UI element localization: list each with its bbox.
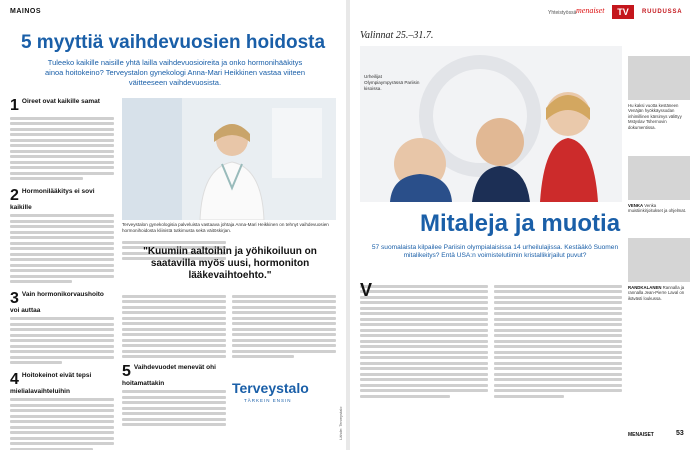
myth-column-1 <box>10 98 114 450</box>
article-column-1 <box>360 282 488 400</box>
left-page <box>0 0 346 450</box>
doctor-photo-caption: Terveystalon gynekologisia palveluista vastaava johtaja Anna-Mari Heikkinen on tehnyt vaihdevuosien hormonihoidosta kliinistä tutkimusta sekä väitöskirjan. <box>122 222 329 233</box>
sidebar-text-3: RANDKALANEN Rannalla ja rannalla Jean-Pierre Laval on ikävästi loukussa. <box>628 284 685 301</box>
athletes-illustration <box>360 46 622 202</box>
doctor-photo <box>122 98 336 220</box>
myth-heading-4: 4 Hoitokeinot eivät tepsi mielialavaihteluihin <box>10 371 92 395</box>
sidebar-thumb-2 <box>628 156 690 200</box>
athletes-photo <box>360 46 622 202</box>
doctor-illustration <box>122 98 336 220</box>
myth-heading-3: 3 Vain hormonikorvaushoito voi auttaa <box>10 290 104 314</box>
lead-paragraph: Tuleeko kaikille naisille yhtä lailla vaihdevuosioireita ja onko hormonihääkitys ainoa hoitokeino? Terveystalon gynekologi Anna-Mari Heikkinen vastaa viiteen väitteeseen vaihdevuosista. <box>44 58 306 88</box>
brand-cooperation-label: Yhteistyössä <box>548 10 577 16</box>
page-number: 53 <box>676 430 684 437</box>
sidebar-text-2: VENKA Venka muistiinkirjoitukset ja ohjelmat. <box>628 203 687 214</box>
body-column-3 <box>122 292 226 429</box>
terveystalo-logo: Terveystalo <box>232 380 309 396</box>
body-column-4 <box>232 292 336 361</box>
myth-heading-1: 1 Oireet ovat kaikille samat <box>10 97 100 114</box>
tv-logo: TV <box>612 5 634 19</box>
sidebar-thumb-3 <box>628 238 690 282</box>
page-title: 5 myyttiä vaihdevuosien hoidosta <box>20 32 326 53</box>
terveystalo-tagline: TÄRKEIN ENSIN <box>244 398 292 403</box>
date-range: Valinnat 25.–31.7. <box>360 30 434 41</box>
article-column-2 <box>494 282 622 400</box>
myth-heading-2: 2 Hormonilääkitys ei sovi kaikille <box>10 187 95 211</box>
right-page <box>350 0 696 450</box>
tv-sidebar <box>628 56 690 309</box>
athletes-photo-caption: Urheilijat Olympiaympyrässä Pariisin kisoissa. <box>364 74 420 91</box>
myth-heading-5: 5 Vaihdevuodet menevät ohi hoitamattakin <box>122 363 216 387</box>
pull-quote: "Kuumiin aaltoihin ja yöhikoiluun on saatavilla myös uusi, hormoniton lääkevaihtoehto." <box>143 246 317 281</box>
folio-label: MENAISET <box>628 432 654 438</box>
vertical-note: Lähde: Terveystalo <box>338 406 343 440</box>
drop-cap: V <box>360 280 373 300</box>
section-tag: MAINOS <box>10 8 41 15</box>
article-title: Mitaleja ja muotia <box>420 210 621 237</box>
sidebar-thumb-1 <box>628 56 690 100</box>
brand-name: menaiset <box>576 6 605 15</box>
section-kicker: RUUDUSSA <box>642 9 683 15</box>
article-deck: 57 suomalaista kilpailee Pariisin olympialaisissa 14 urheilulajissa. Kestääkö Suomen mitalikeitys? Entä USA:n voimistelutiimin kristallikirjailut puvut? <box>371 244 619 260</box>
sidebar-text-1: Hu kaksi vuotta kestäneen Venäjän hyökkäyssodan inhimillinen kärsimys välittyy Mstyslav Tshernovin dokumentissa. <box>628 103 682 130</box>
